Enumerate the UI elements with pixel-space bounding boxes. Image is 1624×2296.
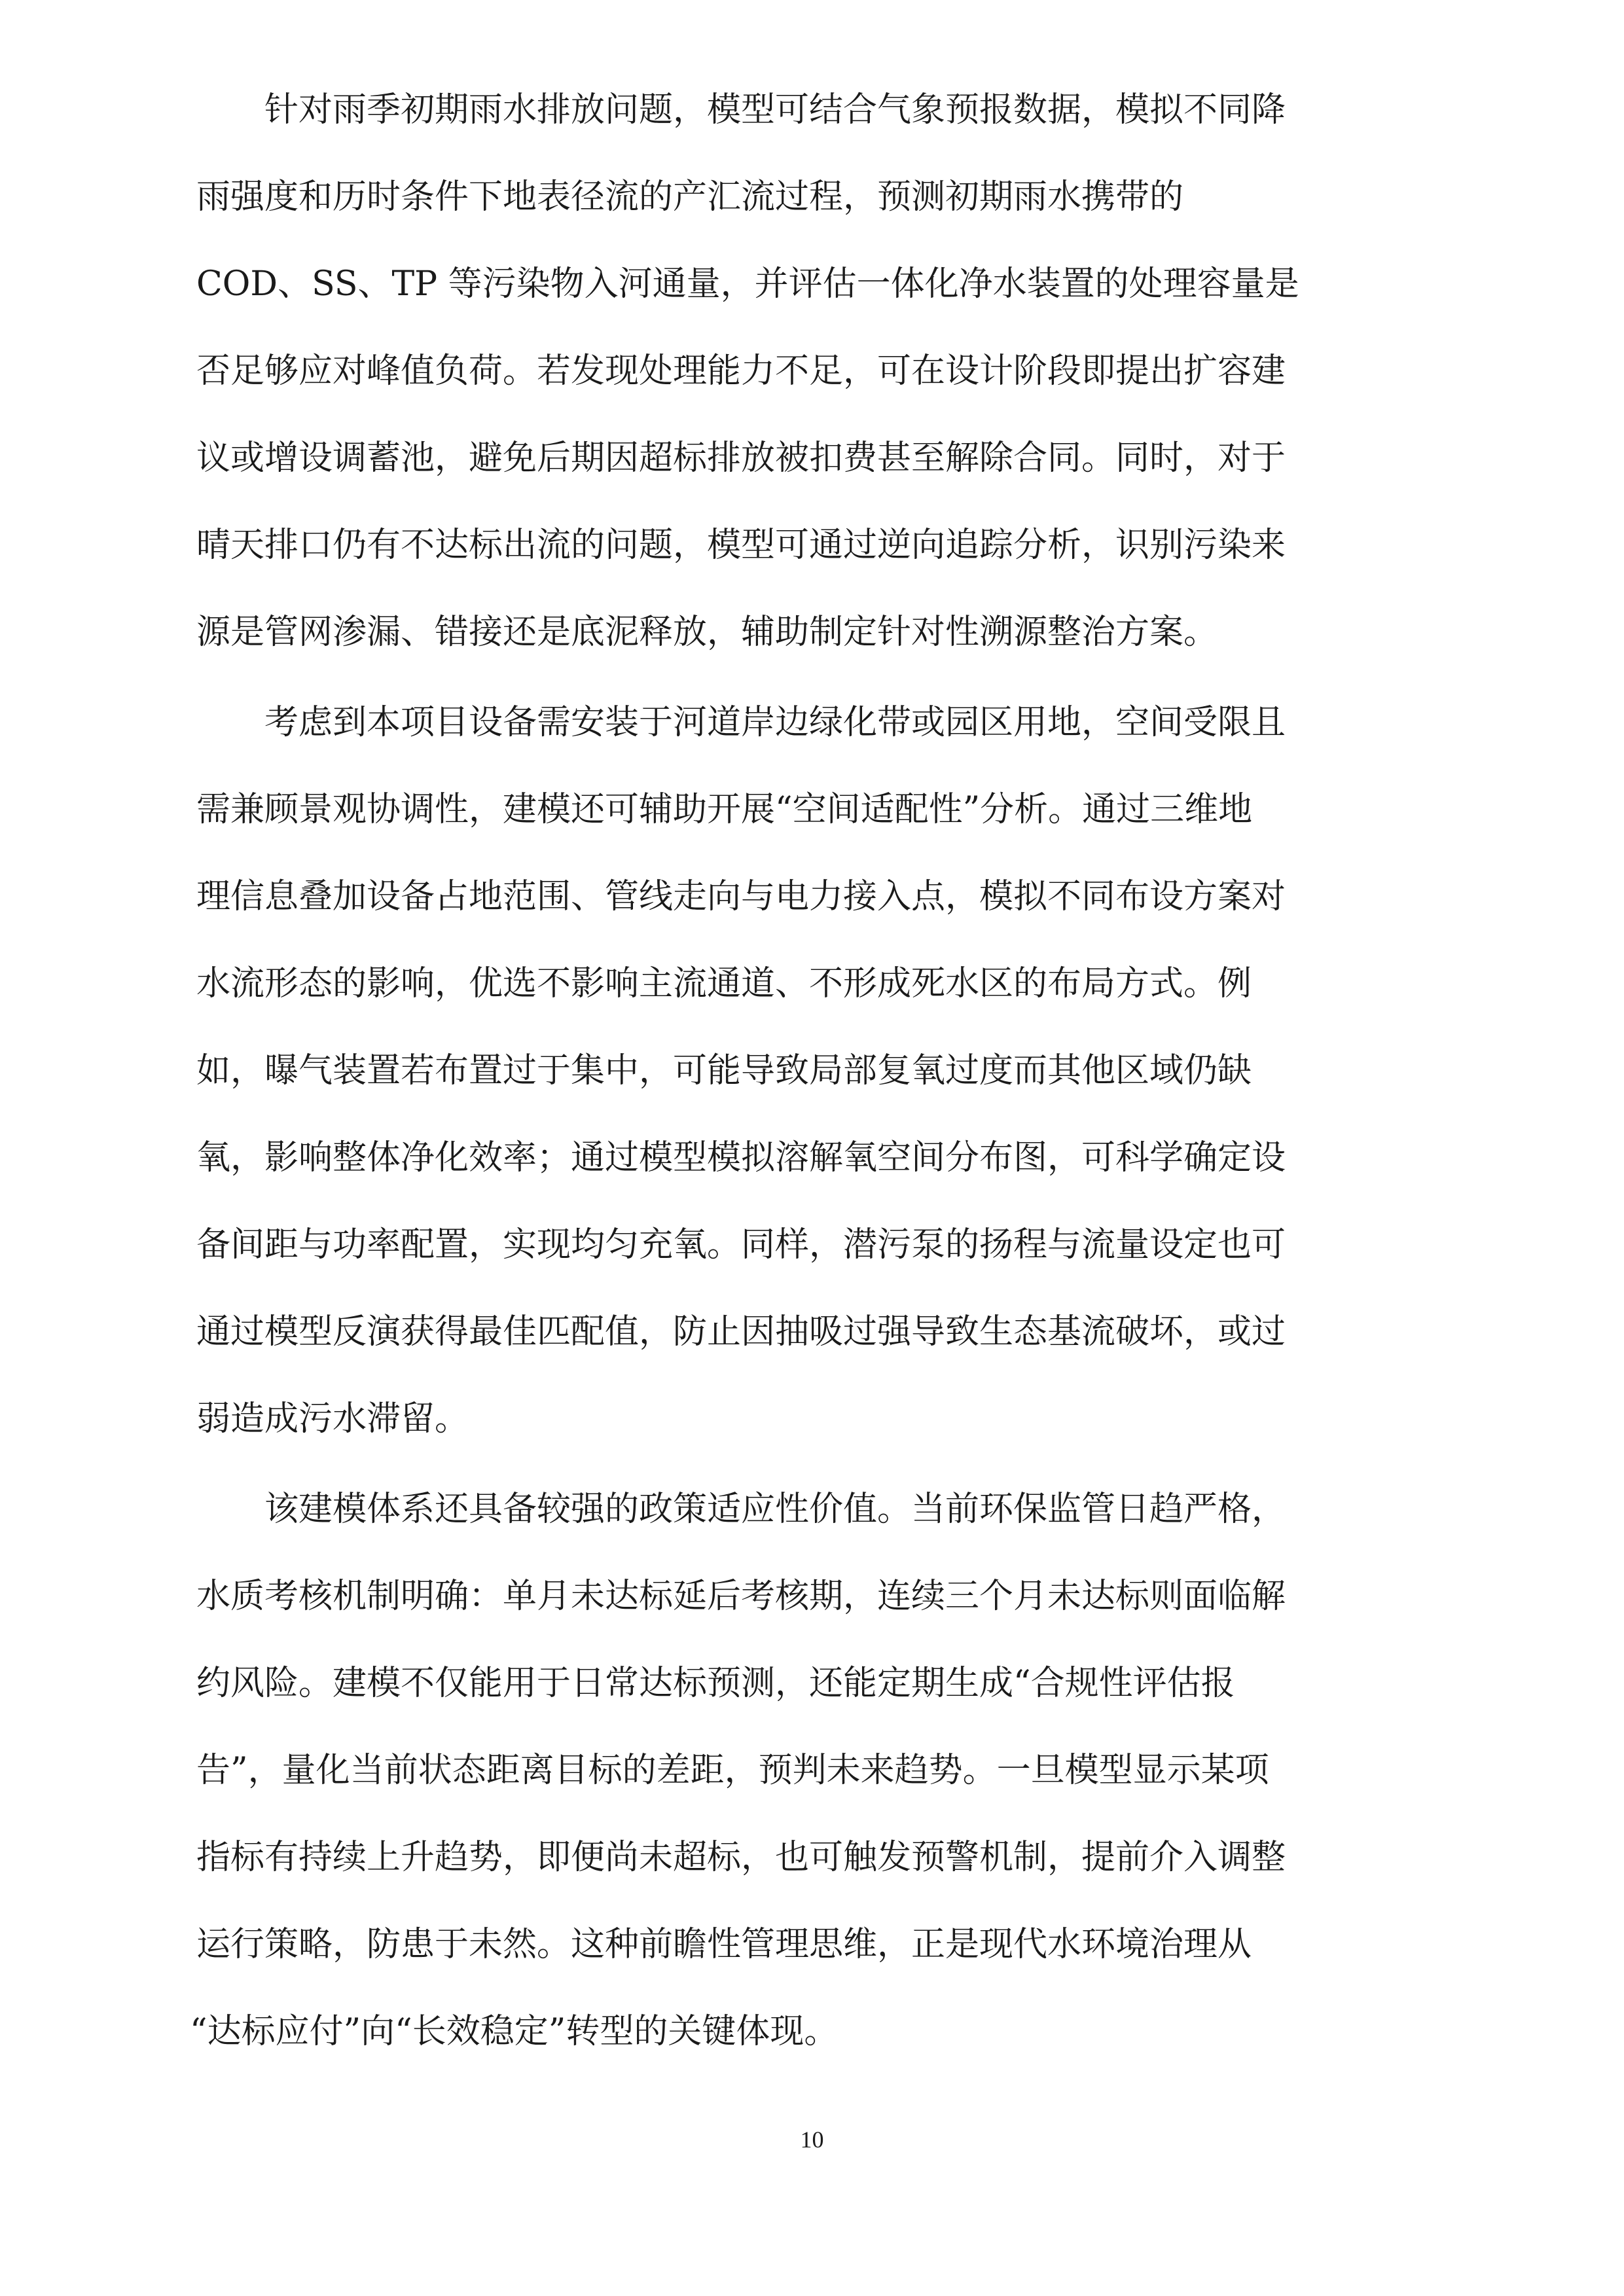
paragraph-line: 弱造成污水滞留。: [196, 1399, 469, 1439]
paragraph-line: 水流形态的影响，优选不影响主流通道、不形成死水区的布局方式。例: [196, 964, 1252, 1003]
paragraph-line: 氧，影响整体净化效率；通过模型模拟溶解氧空间分布图，可科学确定设: [196, 1138, 1286, 1177]
paragraph-line: “达标应付”向“长效稳定”转型的关键体现。: [190, 2012, 839, 2051]
paragraph-line: COD、SS、TP 等污染物入河通量，并评估一体化净水装置的处理容量是: [196, 264, 1299, 304]
paragraph-line: 水质考核机制明确：单月未达标延后考核期，连续三个月未达标则面临解: [196, 1577, 1286, 1616]
paragraph-line: 理信息叠加设备占地范围、管线走向与电力接入点，模拟不同布设方案对: [196, 877, 1286, 916]
paragraph-line: 针对雨季初期雨水排放问题，模型可结合气象预报数据，模拟不同降: [264, 90, 1286, 130]
paragraph-line: 否足够应对峰值负荷。若发现处理能力不足，可在设计阶段即提出扩容建: [196, 351, 1286, 391]
paragraph-line: 该建模体系还具备较强的政策适应性价值。当前环保监管日趋严格，: [264, 1490, 1286, 1529]
paragraph-line: 运行策略，防患于未然。这种前瞻性管理思维，正是现代水环境治理从: [196, 1925, 1252, 1964]
paragraph-line: 通过模型反演获得最佳匹配值，防止因抽吸过强导致生态基流破坏，或过: [196, 1312, 1286, 1352]
paragraph-line: 考虑到本项目设备需安装于河道岸边绿化带或园区用地，空间受限且: [264, 703, 1286, 742]
paragraph-line: 源是管网渗漏、错接还是底泥释放，辅助制定针对性溯源整治方案。: [196, 613, 1218, 652]
paragraph-line: 约风险。建模不仅能用于日常达标预测，还能定期生成“合规性评估报: [196, 1664, 1235, 1703]
paragraph-line: 告”，量化当前状态距离目标的差距，预判未来趋势。一旦模型显示某项: [196, 1751, 1269, 1790]
paragraph-line: 晴天排口仍有不达标出流的问题，模型可通过逆向追踪分析，识别污染来: [196, 526, 1286, 565]
paragraph-line: 如，曝气装置若布置过于集中，可能导致局部复氧过度而其他区域仍缺: [196, 1051, 1252, 1090]
paragraph-line: 雨强度和历时条件下地表径流的产汇流过程，预测初期雨水携带的: [196, 177, 1184, 217]
paragraph-line: 议或增设调蓄池，避免后期因超标排放被扣费甚至解除合同。同时，对于: [196, 439, 1286, 478]
paragraph-line: 指标有持续上升趋势，即便尚未超标，也可触发预警机制，提前介入调整: [196, 1838, 1286, 1877]
paragraph-line: 需兼顾景观协调性，建模还可辅助开展“空间适配性”分析。通过三维地: [196, 790, 1253, 829]
page-number: 10: [800, 2126, 824, 2153]
paragraph-line: 备间距与功率配置，实现均匀充氧。同样，潜污泵的扬程与流量设定也可: [196, 1225, 1286, 1265]
